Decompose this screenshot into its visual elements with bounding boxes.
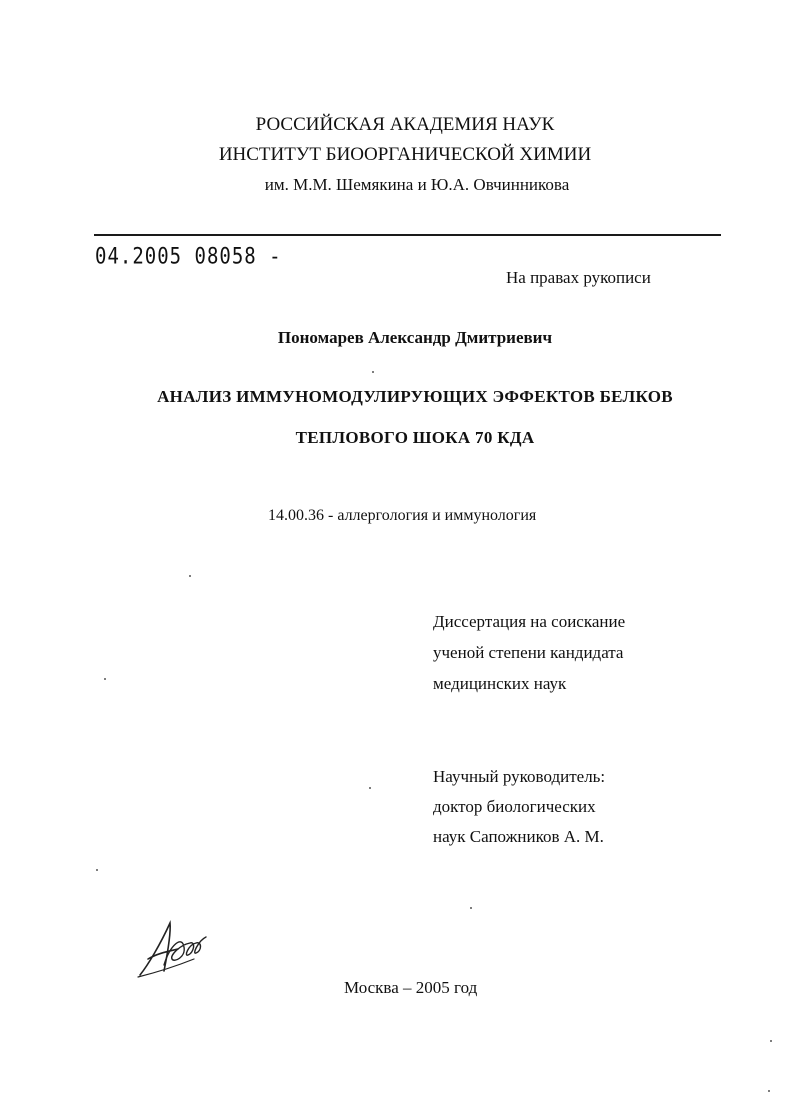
advisor-line-2: доктор биологических [433, 797, 596, 816]
registration-stamp-number: 04.2005 08058 - [95, 244, 282, 270]
thesis-title-line-2: ТЕПЛОВОГО ШОКА 70 КДА [295, 428, 535, 447]
dissertation-line-1: Диссертация на соискание [433, 612, 626, 631]
academy-name: РОССИЙСКАЯ АКАДЕМИЯ НАУК [255, 114, 555, 135]
scan-speck [104, 678, 106, 680]
scan-speck [470, 907, 472, 909]
advisor-line-1: Научный руководитель: [433, 767, 606, 786]
dissertation-line-2: ученой степени кандидата [433, 643, 624, 662]
advisor-line-3: наук Сапожников А. М. [433, 827, 604, 846]
signature-scribble [134, 915, 214, 981]
handwritten-signature [134, 915, 214, 981]
scan-speck [96, 869, 98, 871]
institute-name: ИНСТИТУТ БИООРГАНИЧЕСКОЙ ХИМИИ [218, 144, 592, 165]
scan-speck [770, 1040, 772, 1042]
dissertation-line-3: медицинских наук [433, 674, 567, 693]
rights-note: На правах рукописи [506, 268, 651, 287]
place-and-year: Москва – 2005 год [344, 978, 478, 997]
author-name: Пономарев Александр Дмитриевич [277, 328, 553, 347]
scan-speck [768, 1090, 770, 1092]
institute-named-after: им. М.М. Шемякина и Ю.А. Овчинникова [264, 175, 570, 194]
dissertation-block [433, 612, 625, 694]
scan-speck [189, 575, 191, 577]
thesis-title-line-1: АНАЛИЗ ИММУНОМОДУЛИРУЮЩИХ ЭФФЕКТОВ БЕЛКОВ [157, 387, 673, 406]
header-divider [94, 234, 721, 236]
advisor-block [433, 767, 605, 847]
scan-speck [369, 787, 371, 789]
scan-speck [372, 371, 374, 373]
specialty-code: 14.00.36 - аллергология и иммунология [268, 507, 537, 524]
